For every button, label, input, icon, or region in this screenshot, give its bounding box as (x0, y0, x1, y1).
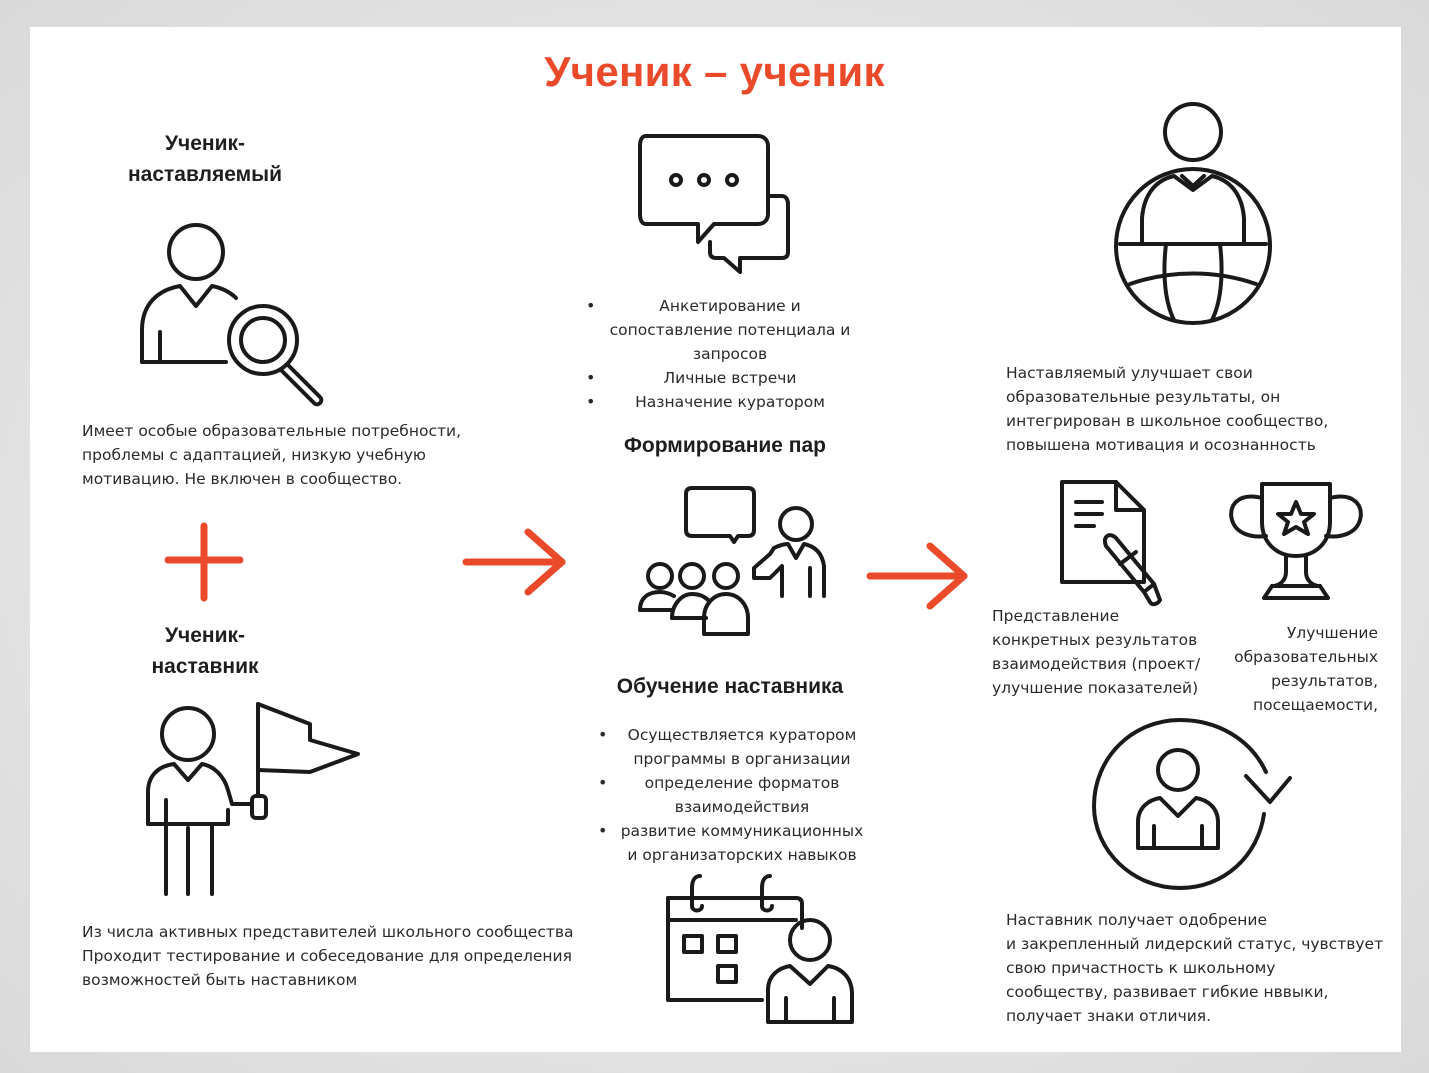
chat-bubbles-icon (638, 134, 794, 278)
group-meeting-icon (636, 486, 836, 638)
list-item: • развитие коммуникационных и организаторских навыков (604, 819, 880, 867)
pairing-heading: Формирование пар (623, 434, 826, 457)
mentee-description: Имеет особые образовательные потребности, проблемы с адаптацией, низкую учебную мотивацию. Не включен в сообщество. (82, 422, 461, 488)
trophy-star-icon (1224, 476, 1368, 608)
list-item: • Анкетирование и сопоставление потенциала и запросов (592, 294, 868, 366)
list-item: • определение форматов взаимодействия (604, 771, 880, 819)
arrow-right-icon (866, 542, 972, 612)
concrete-results-text: Представление конкретных результатов взаимодействия (проект/ улучшение показателей) (992, 607, 1201, 697)
training-heading: Обучение наставника (616, 675, 844, 698)
mentee-heading: Ученик- наставляемый (127, 132, 282, 186)
improvement-text: Улучшение образовательных результатов, посещаемости, (1234, 624, 1378, 714)
person-globe-icon (1110, 98, 1276, 314)
plus-icon (164, 522, 244, 602)
mentee-result-text: Наставляемый улучшает свои образовательные результаты, он интегрирован в школьное сообщество, повышена мотивация и осознанность (1006, 364, 1329, 454)
training-bullets (604, 723, 880, 867)
person-flag-icon (140, 700, 370, 900)
person-search-icon (138, 222, 338, 412)
arrow-right-icon (462, 528, 570, 598)
calendar-person-icon (662, 868, 862, 1026)
page-title: Ученик – ученик (544, 48, 885, 95)
list-item: • Личные встречи (592, 366, 868, 390)
mentor-heading: Ученик- наставник (151, 624, 259, 678)
document-pen-icon (1058, 480, 1168, 608)
list-item: • Назначение куратором (592, 390, 868, 414)
person-cycle-icon (1090, 716, 1296, 892)
mentor-result-text: Наставник получает одобрение и закрепленный лидерский статус, чувствует свою причастность к школьному сообществу, развивает гибкие нввыки, получает знаки отличия. (1006, 911, 1384, 1025)
list-item: • Осуществляется куратором программы в организации (604, 723, 880, 771)
mentor-description: Из числа активных представителей школьного сообщества Проходит тестирование и собеседование для определения возможностей быть наставником (82, 923, 574, 989)
pairing-bullets (592, 294, 868, 414)
